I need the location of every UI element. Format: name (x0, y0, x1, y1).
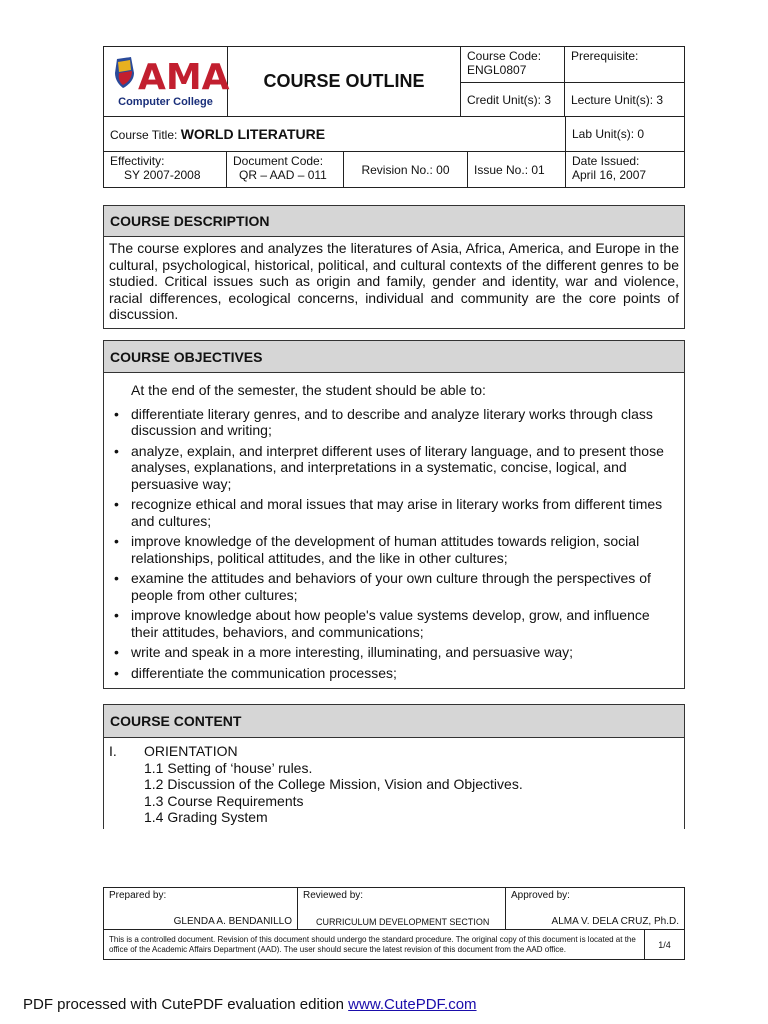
credit-units: Credit Unit(s): 3 (461, 83, 565, 117)
course-title-value: WORLD LITERATURE (180, 126, 326, 142)
doc-code-value: QR – AAD – 011 (239, 168, 327, 182)
prepared-by-cell (104, 888, 298, 930)
content-subitem: 1.4 Grading System (144, 809, 268, 825)
ama-shield-logo-icon (114, 55, 230, 98)
approval-footer-table (103, 887, 685, 960)
course-code-label: Course Code: (467, 49, 542, 63)
lab-units: Lab Unit(s): 0 (566, 117, 685, 152)
effectivity-cell (104, 152, 227, 188)
content-subitem: 1.1 Setting of ‘house’ rules. (144, 759, 313, 776)
course-objectives-section (103, 340, 685, 689)
reviewed-by-cell (298, 888, 506, 930)
course-code-value: ENGL0807 (467, 63, 527, 77)
reviewed-by-name: CURRICULUM DEVELOPMENT SECTION (316, 917, 490, 927)
content-unit (109, 743, 679, 760)
revision-no: Revision No.: 00 (344, 152, 468, 188)
cutepdf-link[interactable]: www.CutePDF.com (348, 996, 477, 1013)
svg-text:AMA: AMA (137, 57, 230, 98)
unit-title: ORIENTATION (144, 743, 238, 759)
document-header-table (103, 46, 685, 117)
objective-item: • differentiate the communication processes; (109, 665, 679, 682)
course-content-heading: COURSE CONTENT (104, 705, 684, 738)
reviewed-by-label: Reviewed by: (303, 890, 364, 901)
pdf-note-text: PDF processed with CutePDF evaluation edition (23, 996, 349, 1013)
college-name: Computer College (118, 96, 213, 108)
objectives-intro: At the end of the semester, the student should be able to: (131, 382, 486, 398)
objective-item: • recognize ethical and moral issues that may arise in literary works from different times and cultures; (109, 496, 679, 529)
doc-code-cell (227, 152, 344, 188)
course-description-section (103, 205, 685, 329)
course-description-heading: COURSE DESCRIPTION (104, 206, 684, 237)
objective-item: • write and speak in a more interesting, illuminating, and persuasive way; (109, 644, 679, 661)
prepared-by-name: GLENDA A. BENDANILLO (173, 916, 292, 927)
objective-item: • improve knowledge about how people's value systems develop, grow, and influence their attitudes, behaviors, and communications; (109, 607, 679, 640)
document-title: COURSE OUTLINE (228, 47, 461, 117)
document-info-table (103, 151, 685, 188)
prerequisite-label: Prerequisite: (565, 47, 685, 83)
course-objectives-body (104, 373, 684, 688)
date-issued-value: April 16, 2007 (572, 168, 647, 182)
course-title-table (103, 116, 685, 152)
effectivity-label: Effectivity: (110, 154, 165, 168)
content-subitem: 1.3 Course Requirements (144, 792, 304, 809)
lecture-units: Lecture Unit(s): 3 (565, 83, 685, 117)
pdf-processing-note (23, 996, 477, 1013)
course-title-label: Course Title: (110, 128, 178, 142)
objective-item: • improve knowledge of the development of human attitudes towards religion, social relationships, political attitudes, and the like in other cultures; (109, 533, 679, 566)
course-code-cell (461, 47, 565, 83)
objectives-list (109, 406, 679, 682)
course-content-section (103, 704, 685, 829)
course-content-body (104, 738, 684, 831)
date-issued-cell (566, 152, 685, 188)
objective-item: • analyze, explain, and interpret different uses of literary language, and to present those analyses, explanations, and interpretations in a systematic, concise, logical, and persuasive way; (109, 443, 679, 493)
course-title-cell (104, 117, 566, 152)
controlled-document-note: This is a controlled document. Revision of this document should undergo the standard procedure. The original copy of this document is located at the office of the Academic Affairs Department (AAD). The user should secure the latest revision of this document from the AAD office. (104, 930, 645, 960)
issue-no: Issue No.: 01 (468, 152, 566, 188)
approved-by-label: Approved by: (511, 890, 570, 901)
logo-cell (104, 47, 228, 117)
course-objectives-heading: COURSE OBJECTIVES (104, 341, 684, 373)
page-number: 1/4 (645, 930, 685, 960)
unit-number: I. (109, 743, 117, 759)
objective-item: • differentiate literary genres, and to describe and analyze literary works through class discussion and writing; (109, 406, 679, 439)
prepared-by-label: Prepared by: (109, 890, 167, 901)
objective-item: • examine the attitudes and behaviors of your own culture through the perspectives of people from other cultures; (109, 570, 679, 603)
effectivity-value: SY 2007-2008 (124, 168, 201, 182)
course-description-text: The course explores and analyzes the literatures of Asia, Africa, America, and Europe in the cultural, psychological, historical, political, and cultural contexts of the different genres to be studied. Critical issues such as origin and family, gender and identity, war and violence, racial differences, ecological concerns, individual and community are the core points of discussion. (109, 240, 679, 322)
approved-by-cell (506, 888, 685, 930)
date-issued-label: Date Issued: (572, 154, 640, 168)
approved-by-name: ALMA V. DELA CRUZ, Ph.D. (551, 916, 679, 927)
doc-code-label: Document Code: (233, 154, 324, 168)
content-subitem: 1.2 Discussion of the College Mission, Vision and Objectives. (144, 776, 523, 792)
